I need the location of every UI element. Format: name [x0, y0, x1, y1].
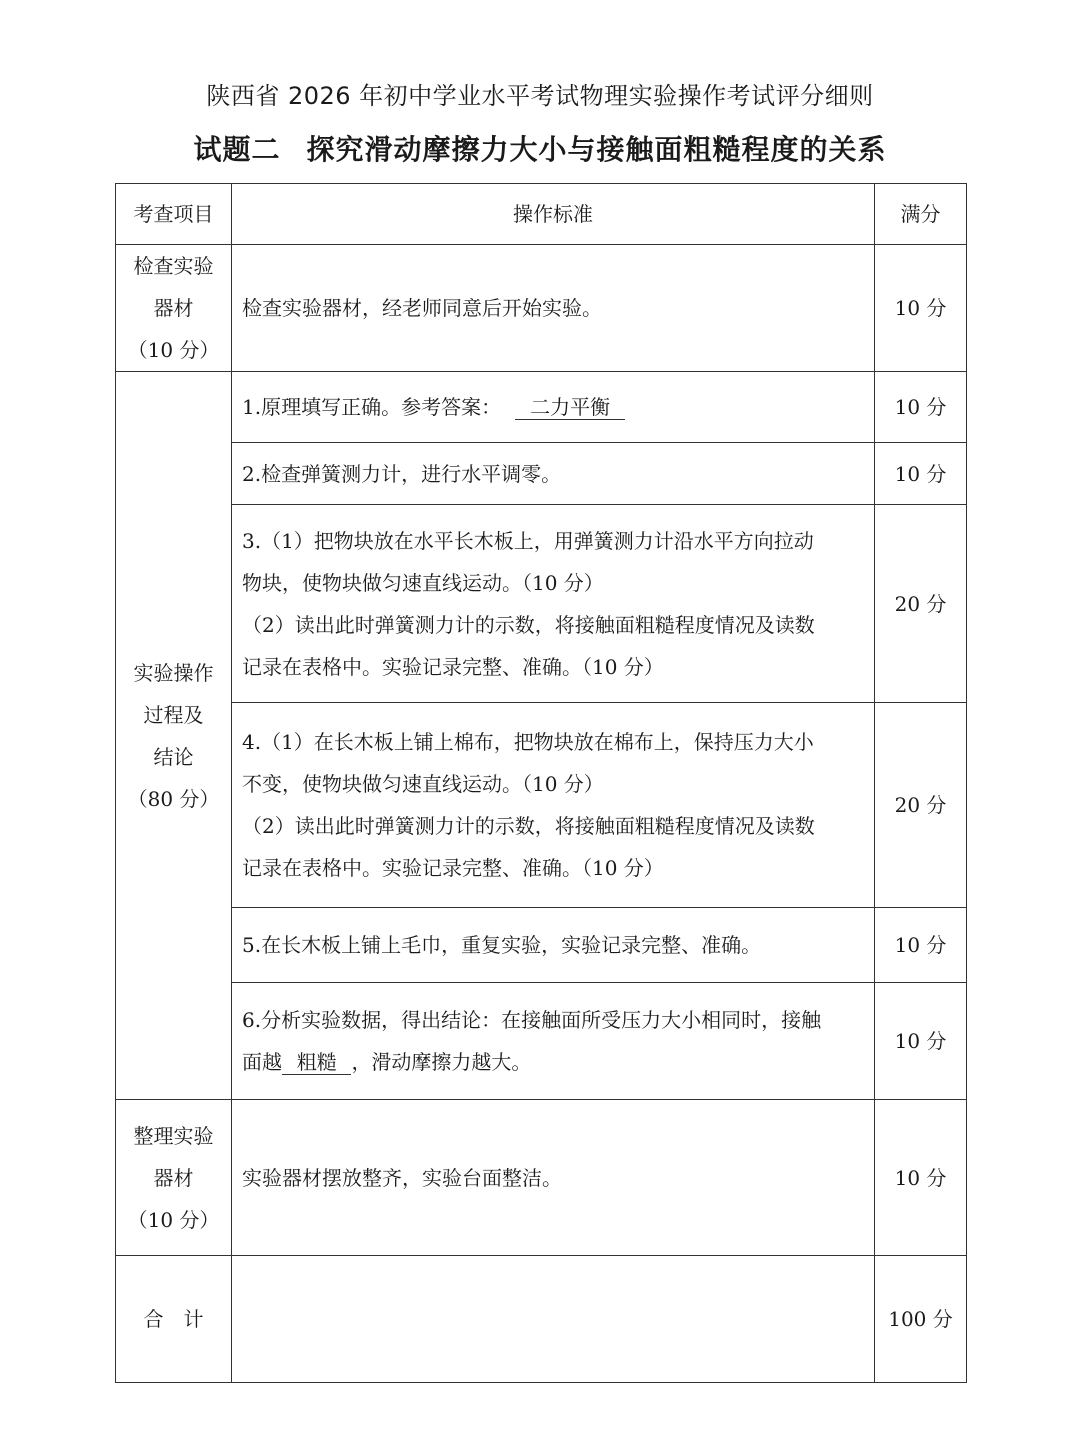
- table-row: [116, 245, 967, 372]
- standard-tidy: 实验器材摆放整齐，实验台面整洁。: [232, 1100, 875, 1256]
- standard-op-4: 4.（1）在长木板上铺上棉布，把物块放在棉布上，保持压力大小 不变，使物块做匀速直线运动。（10 分） （2）读出此时弹簧测力计的示数，将接触面粗糙程度情况及读数 记录在表格中。实验记录完整、准确。（10 分）: [232, 703, 875, 908]
- table-row: [116, 372, 967, 443]
- item-operation: 实验操作 过程及 结论 （80 分）: [116, 372, 232, 1100]
- score-op-2: 10 分: [875, 443, 967, 505]
- header-item: 考查项目: [116, 184, 232, 245]
- question-title: [0, 128, 1080, 168]
- document-title: 陕西省 2026 年初中学业水平考试物理实验操作考试评分细则: [206, 82, 874, 110]
- table-row: [116, 983, 967, 1100]
- question-number: 试题二: [193, 133, 281, 166]
- table-header-row: [116, 184, 967, 245]
- table-row: [116, 505, 967, 703]
- standard-op-3: 3.（1）把物块放在水平长木板上，用弹簧测力计沿水平方向拉动 物块，使物块做匀速直线运动。（10 分） （2）读出此时弹簧测力计的示数，将接触面粗糙程度情况及读数 记录在表格中。实验记录完整、准确。（10 分）: [232, 505, 875, 703]
- standard-check: 检查实验器材，经老师同意后开始实验。: [232, 245, 875, 372]
- score-op-3: 20 分: [875, 505, 967, 703]
- table-row: [116, 443, 967, 505]
- answer-blank: 二力平衡: [515, 395, 624, 420]
- score-op-6: 10 分: [875, 983, 967, 1100]
- score-tidy: 10 分: [875, 1100, 967, 1256]
- header-standard: 操作标准: [232, 184, 875, 245]
- score-op-4: 20 分: [875, 703, 967, 908]
- scoring-table: [115, 183, 967, 1383]
- table-row: [116, 1100, 967, 1256]
- total-score: 100 分: [875, 1256, 967, 1383]
- question-topic: 探究滑动摩擦力大小与接触面粗糙程度的关系: [306, 133, 887, 166]
- header-score: 满分: [875, 184, 967, 245]
- table-row: [116, 703, 967, 908]
- score-op-1: 10 分: [875, 372, 967, 443]
- total-label: 合 计: [116, 1256, 232, 1383]
- score-check: 10 分: [875, 245, 967, 372]
- standard-op-1: 1.原理填写正确。参考答案： 二力平衡: [232, 372, 875, 443]
- score-op-5: 10 分: [875, 908, 967, 983]
- standard-op-6: 6.分析实验数据，得出结论：在接触面所受压力大小相同时，接触 面越 粗糙 ，滑动摩擦力越大。: [232, 983, 875, 1100]
- item-check-equipment: 检查实验 器材 （10 分）: [116, 245, 232, 372]
- standard-op-2: 2.检查弹簧测力计，进行水平调零。: [232, 443, 875, 505]
- standard-op-5: 5.在长木板上铺上毛巾，重复实验，实验记录完整、准确。: [232, 908, 875, 983]
- table-total-row: [116, 1256, 967, 1383]
- table-row: [116, 908, 967, 983]
- total-standard-empty: [232, 1256, 875, 1383]
- item-tidy-equipment: 整理实验 器材 （10 分）: [116, 1100, 232, 1256]
- answer-blank: 粗糙: [282, 1050, 351, 1075]
